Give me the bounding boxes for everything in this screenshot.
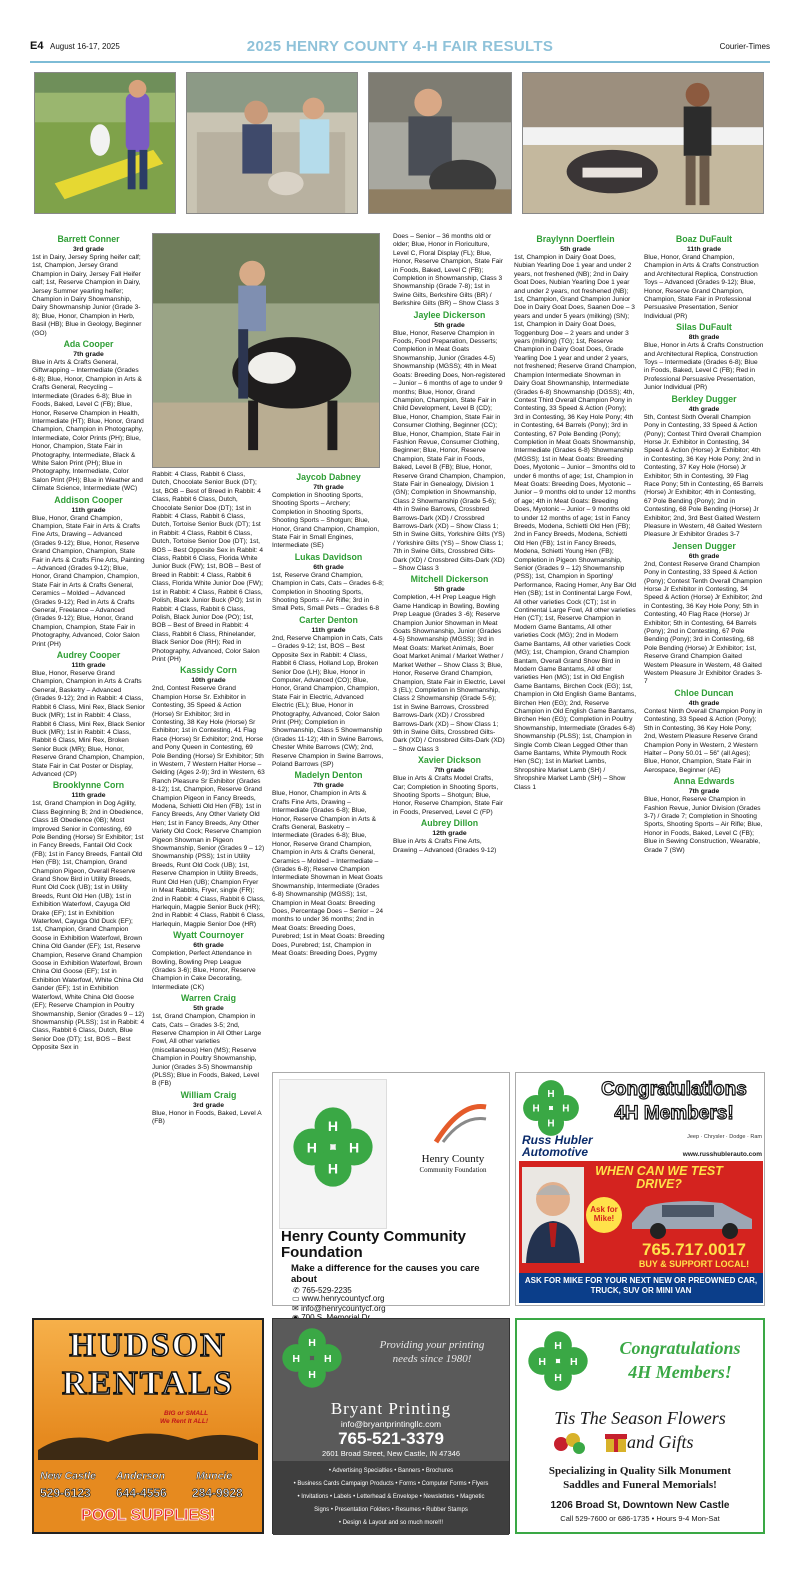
flowers-address: 1206 Broad St, Downtown New Castle (550, 1500, 730, 1511)
member-grade: 6th grade (313, 563, 344, 571)
member-results: Blue in Arts & Crafts Model Crafts, Car; Completion in Shooting Sports, Shooting Sports – Shotgun; Blue, Honor, Reserve Champion, State Fair in Foods, Preserved, Level C (FP) (393, 775, 503, 816)
flowers-special-1: Specializing in Quality Silk Monument (548, 1465, 732, 1477)
member-grade: 5th grade (434, 586, 465, 594)
foundation-phone[interactable]: 765-529-2235 (301, 1286, 352, 1295)
member-grade: 7th grade (434, 767, 465, 775)
ask-for-mike-badge: Ask for Mike! (586, 1197, 622, 1233)
member-grade: 11th grade (71, 792, 106, 800)
salesman-photo (522, 1167, 584, 1263)
member-name: Wyatt Cournoyer (173, 930, 244, 941)
member-name: Barrett Conner (57, 234, 120, 244)
hubler-brands: Jeep · Chrysler · Dodge · Ram (687, 1134, 762, 1140)
member-results: Contest Ninth Overall Champion Pony in Contesting, 33 Speed & Action (Pony); 5th in Contesting, 36 Key Hole Pony; 2nd, Western Pleasure Reserve Grand Champion Pony in Western, 2 Western Halter – Pony 50.01 – 56" (all Ages); Blue, Honor, Champion, State Fair in Aerospace, Beginner (AE) (644, 707, 763, 774)
hudson-pool-supplies: POOL SUPPLIES! (81, 1507, 215, 1524)
bryant-phone[interactable]: 765-521-3379 (338, 1429, 444, 1448)
member-grade: 6th grade (193, 942, 224, 950)
member-results: 1st, Reserve Grand Champion, Champion in Cats, Cats – Grades 6-8; Completion in Shooting Sports, Shooting Sports – Air Rifle; 3rd in Small Pets, Small Pets – Grades 6-8 (272, 571, 384, 613)
member-results: Blue in Arts & Crafts General, Giftwrapping – Intermediate (Grades 6-8); Blue, Honor, Champion in Arts & Crafts General, Recycling – Intermediate (Grades 6-8); Blue in Foods, Baked, Level C (FB); Blue, Honor, Reserve Champion in Health, Intermediate (HT); Blue, Honor, Grand Champion, Champion in Photography, Intermediate, Color Prints (PH); Blue, Honor, Champion, State Fair in Photography, Intermediate, Black & White Salon Print (PH); Blue in Photography, Intermediate, Color Salon Print (PH); Blue in Weather and Climate Science, Intermediate (WC) (32, 359, 144, 493)
svg-text:H: H (538, 1355, 546, 1368)
suv-icon (626, 1193, 758, 1239)
flowers-name-1: Tis The Season Flowers (554, 1408, 726, 1428)
member-grade: 8th grade (688, 334, 720, 342)
member-name: Ada Cooper (63, 339, 114, 350)
svg-text:H: H (327, 1160, 339, 1177)
hudson-phone-1[interactable]: 529-6123 (40, 1486, 91, 1500)
results-column-4 (393, 233, 506, 1055)
photo-dog-agility (34, 72, 176, 214)
svg-text:H: H (554, 1371, 562, 1384)
member-name: Aubrey Dillon (420, 818, 479, 829)
clover-icon (279, 1325, 345, 1391)
svg-text:H: H (562, 1103, 570, 1115)
member-name: Braylynn Doerflein (536, 234, 615, 244)
hubler-banner-2: 4H Members! (614, 1103, 734, 1124)
bryant-service-line: Signs • Presentation Folders • Resumes • Rubber Stamps (314, 1507, 468, 1513)
member-grade: 7th grade (313, 484, 344, 491)
member-results: 1st, Grand Champion, Champion in Cats, Cats – Grades 3-5; 2nd, Reserve Champion in All Other Large Fowl, All other varieties (miscellaneous) Hen (MS); Reserve Champion in Poultry Showmanship, Junior (Grades 3-5) Showmanship (PLSS); Blue in Foods, Baked, Level B (FB) (152, 1013, 262, 1088)
member-results: Blue, Honor in Arts & Crafts Construction and Architectural Replica, Construction Toys – Intermediate (Grades 6-8); Blue in Foods, Baked, Level C (FB); Red in Professional Persuasive Presentation, Junior Individual (PR) (644, 342, 764, 392)
page-number: E4 (30, 40, 44, 52)
svg-text:H: H (306, 1139, 317, 1156)
hubler-dealer-2: Automotive (522, 1145, 588, 1159)
bryant-service-line: • Business Cards Campaign Products • Forms • Computer Forms • Flyers (293, 1481, 489, 1487)
foundation-contact-line (292, 1304, 492, 1314)
member-results: Blue in Arts & Crafts Fine Arts, Drawing – Advanced (Grades 9-12) (393, 838, 497, 854)
equipment-icon (38, 1420, 258, 1460)
svg-text:H: H (308, 1337, 316, 1350)
member-results: Blue, Honor, Grand Champion, Champion, State Fair in Arts & Crafts Fine Arts, Drawing – Advanced (Grades 9-12); Blue, Honor, Reserve Grand Champion, Champion, State Fair in Arts & Crafts Fine Arts, Painting – Advanced (Grades 9-12); Blue, Honor, Grand Champion, Champion, State Fair in Arts & Crafts General, Ceramics – Molded – Advanced (Grades 9-12); Red in Arts & Crafts General, Freelance – Advanced (Grades 9-12); Blue, Honor, Grand Champion, Champion, State Fair in Photography, Advanced, Color Salon Print (PH) (32, 514, 145, 648)
member-results: Rabbit: 4 Class, Rabbit 6 Class, Dutch, Chocolate Senior Buck (DT); 1st, BOB – Best of Breed in Rabbit: 4 Class, Rabbit 6 Class, Dutch, Chocolate Senior Doe (DT); 1st in Rabbit: 4 Class, Rabbit 6 Class, Dutch, Tortoise Senior Buck (DT); 1st in Rabbit: 4 Class, Rabbit 6 Class, Dutch, Tortoise Senior Doe (DT); 1st, BOS – Best Opposite Sex in Rabbit: 4 Class, Rabbit 6 Class, Florida White Junior Buck (FW); 1st, BOB – Best of Breed in Rabbit: 4 Class, Rabbit 6 Class, Florida White Junior Doe (FW); 1st in Rabbit: 4 Class, Rabbit 6 Class, Polish, Black Junior Buck (PO); 1st in Rabbit: 4 Class, Rabbit 6 Class, Polish, Black Junior Doe (PO); 1st, BOB – Best of Breed in Rabbit: 4 Class, Rabbit 6 Class, Rhinelander, Black Senior Doe (RH); Red in Photography, Advanced, Color Salon Print (PH) (152, 471, 264, 663)
hudson-title-1: HUDSON (69, 1327, 227, 1364)
member-results: 1st, Champion in Dairy Goat Does, Nubian Yearling Doe 1 year and under 2 years, not freshened (NB); 2nd in Dairy Goat Does, Nubian Yearling Doe 1 year and under 2 years, not freshened (NB); 1st, Champion, Grand Champion Junior Doe in Dairy Goat Does, Saanen Doe – 3 years and under 5 years (milking) (SN); 1st, Champion in Dairy Goat Does, Toggenburg Doe – 2 years and under 3 years (milking) (TG); 1st, Reserve Champion in Dairy Goat Does, Grade Yearling Doe 1 year and under 2 years, not freshened; Reserve Grand Champion, Champion Intermediate Showman in Dairy Goat Showmanship, Intermediate (Grades 6-8) Showmanship (DGSS); 4th, Contest Third Overall Champion Pony in Contesting, 33 Speed & Action (Pony); 3rd in Contesting, 36 Key Hole Pony; 4th in Contesting, 64 Barrels (Pony); 3rd in Contesting, 67 Pole Bending (Pony); Completion in Meat Goats Showmanship, Intermediate (Grades 6-8) Showmanship (MGSS); 1st in Meat Goats: Breeding Does, Myotonic – Junior – 3months old to under 6 months of age; 1st, Champion in Meat Goats: Breeding Does, Myotonic – Junior – 9 months old to under 12 months of age; 4th in Meat Goats: Breeding Does, Myotonic – Junior – 9 months old to under 12 months of age; 1st in Fancy Breeds, Modena, Schietti Old Hen (FB); 2nd in Fancy Breeds, Modena, Schietti Old Hen (FB); 1st in Fancy Breeds, Modena, Schietti Young Hen (FB); Completion in Pigeon Showmanship, Senior (Grades 9 – 12) Showmanship (PSS); 1st, Champion in Sporting/ Performance, Racing Homer, Any Bar Old Hen (SB); 1st in Continental Large Fowl, All other varieties Cock (CT); 1st in Continental Large Fowl, All other varieties Hen (CT); 1st, Reserve Champion in Modern Game Bantams, All other varieties Cock (MG); 2nd in Modern Game Bantams, All other varieties Cock (MG); 1st, Champion, Grand Champion Bantam, Overall Grand Show Bird in Modern Game Bantams, All other varieties Hen (MG); 1st in Old English Game Bantams, Birchen Cock (EG); 1st, Champion in Old English Game Bantams, Birchen Hen (EG); 2nd, Reserve Champion in Old English Game Bantams, Birchen Hen (EG); Completion in Poultry Showmanship, Intermediate (Grades 6-8) Showmanship (PLSS); 1st, Champion in Single Comb Clean Legged Other than Game Bantams, White Plymouth Rock Hen (SC); 1st in Market Lambs, Shropshire Market Lamb (SH) / Shropshire Market Lamb (SH) – Show Class 1 (514, 254, 637, 791)
member-grade: 12th grade (432, 830, 467, 838)
member-name: Anna Edwards (673, 776, 735, 787)
hubler-headline: WHEN CAN WE TEST DRIVE? (595, 1164, 723, 1191)
svg-text:H: H (308, 1368, 316, 1381)
hubler-phone[interactable]: 765.717.0017 (642, 1240, 746, 1259)
svg-text:H: H (547, 1118, 555, 1130)
hubler-buy-local: BUY & SUPPORT LOCAL! (638, 1259, 750, 1269)
hubler-footer: ASK FOR MIKE FOR YOUR NEXT NEW OR PREOWNED CAR, TRUCK, SUV OR MINI VAN (524, 1276, 758, 1295)
ad-season-flowers (515, 1318, 765, 1534)
member-results: 2nd, Reserve Champion in Cats, Cats – Grades 9-12; 1st, BOS – Best Opposite Sex in Rabbit: 4 Class, Rabbit 6 Class, Holland Lop, Broken Senior Doe (LH); Blue, Honor in Computer, Advanced (CO); Blue, Honor, Grand Champion, Champion, State Fair in Electric, Advanced Electric (EL); Blue, Honor in Photography, Advanced, Color Salon Print (PH); Completion in Showmanship, Class 5 Showmanship (Grades 11-12); 4th in Swine Barrows, Chester White Barrows (CW); 2nd, Reserve Champion in Swine Barrows, Poland Barrows (SP) (272, 634, 384, 768)
issue-date: August 16-17, 2025 (50, 42, 120, 51)
member-grade: 7th grade (313, 782, 344, 790)
flower-icon (551, 1430, 587, 1456)
member-results: Blue, Honor, Reserve Grand Champion, Champion in Arts & Crafts General, Basketry – Advanced (Grades 9-12); 2nd in Rabbit: 4 Class, Rabbit 6 Class, Mini Rex, Black Senior Buck (MR); 1st in Rabbit: 4 Class, Rabbit 6 Class, Mini Rex, Black Senior Buck (MR); 1st in Rabbit: 4 Class, Rabbit 6 Class, Mini Rex, Broken Senior Buck (MR); Blue, Honor, Reserve Grand Champion, Champion, State Fair in Cat Poster or Display, Advanced (CP) (32, 670, 145, 778)
foundation-contact-line (292, 1294, 492, 1304)
svg-text:H: H (570, 1355, 578, 1368)
bryant-service-line: • Advertising Specialties • Banners • Brochures (328, 1468, 454, 1474)
member-grade: 11th grade (71, 662, 106, 670)
hudson-city-2: Anderson (116, 1470, 166, 1482)
member-name: Jensen Dugger (672, 540, 736, 551)
member-grade: 3rd grade (73, 246, 104, 253)
ad-bryant-printing (272, 1318, 510, 1534)
foundation-logo-icon (431, 1097, 491, 1147)
clover-icon (289, 1103, 377, 1191)
foundation-tagline: Make a difference for the causes you care about (291, 1263, 480, 1285)
hudson-city-1: New Castle (40, 1470, 97, 1482)
clover-icon (525, 1328, 591, 1394)
hudson-city-3: Muncie (196, 1470, 233, 1482)
member-results: Blue, Honor, Grand Champion, Champion in Arts & Crafts Construction and Architectural Replica, Construction Toys – Advanced (Grades 9-12); Blue, Honor, Reserve Grand Champion, Champion, State Fair in Professional Persuasive Presentation, Senior Individual (PR) (644, 254, 759, 320)
member-name: Lukas Davidson (294, 551, 363, 562)
svg-text:H: H (349, 1139, 360, 1156)
member-grade: 5th grade (193, 1005, 224, 1013)
flowers-banner-2: 4H Members! (628, 1362, 732, 1382)
flowers-special-2: Saddles and Funeral Memorials! (563, 1479, 717, 1491)
bryant-name: Bryant Printing (330, 1399, 452, 1418)
member-name: William Craig (180, 1089, 237, 1100)
svg-text:H: H (554, 1340, 562, 1353)
member-results: Completion in Shooting Sports, Shooting Sports – Archery; Completion in Shooting Sports, Shooting Sports – Shotgun; Blue, Honor, Grand Champion, Champion, State Fair in Small Engines, Intermediate (SE) (272, 492, 380, 550)
member-results: Blue, Honor in Foods, Baked, Level A (FB) (152, 1109, 262, 1126)
svg-text:H: H (327, 1118, 339, 1135)
member-results: Blue, Honor, Reserve Champion in Foods, Food Preparation, Desserts; Completion in Meat Goats Showmanship, Junior (Grades 4-5) Showmanship (MGSS); 4th in Meat Goats: Breeding Does, Non-registered – Junior – 6 months of age to under 9 months; Blue, Honor, Grand Champion, Champion, State Fair in Child Development, Level B (CD); Blue, Honor, Champion, State Fair in Consumer Clothing, Beginner (CC); Blue, Honor, Champion, State Fair in Fashion Revue, Consumer Clothing, Beginner; Blue, Honor, Reserve Champion, State Fair in Foods, Baked, Level B (FB); Blue, Honor, Reserve Grand Champion, Champion, State Fair in Genealogy, Division 1 (GN); Completion in Showmanship, Class 2 Showmanship (Grade 5-6); 4th in Swine Barrows, Crossbred Barrows-Dark (XD) / Crossbred Barrows-Dark (XD) – Show Class 1; 5th in Swine Gilts, Yorkshire Gilts (YS) / Yorkshire Gilts (YS) – Show Class 1; 7th in Swine Gilts, Crossbred Gilts-Dark (XD) / Crossbred Gilts-Dark (XD) – Show Class 3 (393, 329, 506, 573)
foundation-title: Henry County Community Foundation (281, 1228, 467, 1261)
member-results: 5th, Contest Sixth Overall Champion Pony in Contesting, 33 Speed & Action (Pony); Contest Third Overall Champion Horse Jr. Exhibitor in Contesting, 34 Speed & Action (Horse) Jr Exhibitor; 4th in Contesting, 36 Key Hole Pony; 2nd in Contesting, 37 Key Hole (Horse) Jr Exhibitor; 5th in Contesting, 39 Flag Race Pony; 5th in Contesting, 65 Barrels (Horse) Jr Exhibitor; 4th in Contesting, 67 Pole Bending (Pony); 2nd in Contesting, 68 Pole Bending (Horse) Jr Exhibitor; 2nd, 3rd Best Gaited Western Pleasure in Western, 48 Gaited Western Pleasure Jr Exhibitor Grades 3-7 (644, 413, 764, 539)
member-name: Audrey Cooper (56, 650, 121, 661)
member-name: Berkley Dugger (671, 393, 737, 404)
hubler-web[interactable]: www.russhublerauto.com (682, 1151, 762, 1158)
member-results: 2nd, Contest Reserve Grand Champion Pony in Contesting, 33 Speed & Action (Pony); Contest Tenth Overall Champion Horse Jr Exhibitor in Contesting, 34 Speed & Action (Horse) Jr Exhibitor; 2nd in Contesting, 36 Key Hole Pony; 5th in Contesting, 40 Flag Race (Horse) Jr Exhibitor; 5th in Contesting, 64 Barrels (Pony); 2nd in Contesting, 67 Pole Bending (Pony); 3rd in Contesting, 68 Pole Bending (Horse) Jr Exhibitor; 1st, Reserve Grand Champion Gaited Western Pleasure in Western, 48 Gaited Western Pleasure Jr Exhibitor Grades 3-7 (644, 560, 763, 686)
bryant-script-1: Providing your printing (379, 1339, 485, 1351)
member-results: Blue, Honor, Champion in Arts & Crafts Fine Arts, Drawing – Intermediate (Grades 6-8); Blue, Honor, Reserve Champion in Arts & Crafts General, Basketry – Intermediate (Grades 6-8); Blue, Honor, Reserve Grand Champion, Champion in Arts & Crafts General, Ceramics – Molded – Intermediate – (Grades 6-8); Reserve Champion Intermediate Showman in Meat Goats Showmanship, Intermediate (Grades 6-8) Showmanship (MGSS); 1st, Champion in Meat Goats: Breeding Does, Percentage Does – Senior – 24 months to under 36 months; 2nd in Meat Goats: Breeding Does, Purebred; 1st in Meat Goats: Breeding Does, Purebred; 1st, Champion in Meat Goats: Breeding Does, Pygmy (272, 790, 385, 958)
gift-icon (603, 1428, 629, 1454)
hudson-title-2: RENTALS (61, 1365, 235, 1402)
bryant-email[interactable]: info@bryantprintingllc.com (340, 1419, 442, 1429)
member-name: Boaz DuFault (675, 234, 733, 244)
foundation-email[interactable]: info@henrycountycf.org (300, 1303, 386, 1313)
member-name: Chloe Duncan (674, 687, 734, 698)
member-grade: 11th grade (687, 246, 721, 253)
flowers-name-2: and Gifts (627, 1432, 694, 1452)
web-icon: ▭ (292, 1294, 302, 1303)
flowers-banner-1: Congratulations (619, 1338, 741, 1358)
photo-pig-show-ring (522, 72, 764, 214)
ad-community-foundation (272, 1072, 510, 1306)
clover-icon (520, 1077, 582, 1139)
member-grade: 11th grade (311, 626, 346, 634)
results-column-2 (152, 471, 265, 1126)
results-column-3 (272, 471, 385, 1055)
member-grade: 7th grade (688, 788, 720, 796)
hudson-phone-3[interactable]: 284-9928 (192, 1486, 243, 1500)
member-grade: 4th grade (688, 405, 720, 413)
photo-dairy-calf (152, 233, 380, 468)
member-name: Brooklynne Corn (52, 780, 125, 791)
member-grade: 5th grade (560, 246, 591, 253)
flowers-call: Call 529-7600 or 686-1735 • Hours 9-4 Mon-Sat (560, 1514, 720, 1523)
svg-text:H: H (532, 1103, 540, 1115)
bryant-services (273, 1465, 509, 1530)
member-results: Completion, Perfect Attendance in Bowling, Bowling Prep League (Grades 3-6); Blue, Honor, Reserve Champion in Cake Decorating, Intermediate (CK) (152, 950, 256, 991)
member-name: Xavier Dickson (417, 755, 482, 766)
header-rule (30, 61, 770, 63)
hubler-dealer-1: Russ Hubler (522, 1133, 593, 1147)
results-column-1 (32, 233, 145, 1055)
foundation-web[interactable]: www.henrycountycf.org (301, 1294, 385, 1303)
ad-hudson-rentals (32, 1318, 264, 1534)
member-name: Warren Craig (181, 993, 236, 1004)
member-results: 1st, Grand Champion in Dog Agility, Class Beginning B; 2nd in Obedience, Class 1B Obedience (0B); Most Improved Senior in Contesting, 69 Pole Bending (Horse) Sr Exhibitor; 1st in Fancy Breeds, Fantail Old Cock (FB); 1st in Fancy Breeds, Fantail Old Hen (FB); 1st, Champion, Grand Champion Pigeon, Overall Reserve Grand Show Bird in Utility Breeds, Runt Old Cock (UB); 1st in Utility Breeds, Runt Old Hen (UB); 1st in Exhibition Waterfowl, Cayuga Old Drake (EF); 1st in Exhibition Waterfowl, Cayuga Old Duck (EF); 1st, Champion, Grand Champion Goose in Exhibition Waterfowl, Brown China Old Gander (EF); 1st, Reserve Champion, Reserve Grand Champion Goose in Exhibition Waterfowl, Brown China Old Goose (EF); 1st in Exhibition Waterfowl, White China Old Gander (EF); 1st in Exhibition Waterfowl, White China Old Goose (EF); Reserve Champion in Poultry Showmanship, Senior (Grades 9 – 12) Showmanship (PLSS); 1st in Rabbit: 4 Class, Rabbit 6 Class, Dutch, Blue Senior Doe (DT); 1st, BOS – Best Opposite Sex in (32, 800, 145, 1052)
foundation-logo-name: Henry County (421, 1153, 485, 1165)
member-grade: 11th grade (71, 506, 106, 514)
photo-rabbit-judging (186, 72, 358, 214)
member-name: Silas DuFault (676, 322, 732, 333)
bryant-script-2: needs since 1980! (392, 1353, 472, 1365)
photo-hog-showmanship (368, 72, 512, 214)
member-grade: 7th grade (73, 351, 104, 359)
member-grade: 5th grade (434, 321, 465, 329)
member-name: Mitchell Dickerson (410, 574, 489, 585)
member-name: Kassidy Corn (180, 665, 237, 676)
bryant-service-line: • Design & Layout and so much more!!! (338, 1520, 444, 1526)
member-results: Blue, Honor, Reserve Champion in Fashion Revue, Junior Division (Grades 3-7) / Grade 7; Completion in Shooting Sports, Shooting Sports – Air Rifle; Blue, Honor in Foods, Baked, Level C (FB); Blue in Sewing Construction, Wearable, Grade 7 (SW) (644, 796, 763, 854)
hudson-slogan-2: We Rent It ALL! (160, 1418, 209, 1425)
member-name: Madelyn Denton (294, 770, 363, 781)
member-grade: 3rd grade (193, 1101, 224, 1109)
member-grade: 10th grade (191, 677, 226, 685)
member-results: Does – Senior – 36 months old or older; Blue, Honor in Floriculture, Level C, Floral Display (FL); Blue, Honor, Reserve Champion, State Fair in Foods, Baked, Level C (FB); Completion in Showmanship, Class 3 Showmanship (Grade 7-8); 1st in Swine Gilts, Berkshire Gilts (BR) / Berkshire Gilts (BR) – Show Class 3 (393, 233, 503, 308)
svg-text:H: H (324, 1352, 332, 1365)
member-name: Carter Denton (299, 614, 358, 625)
ad-russ-hubler (515, 1072, 765, 1306)
bryant-service-line: • Invitations • Labels • Letterhead & Envelope • Newsletters • Magnetic (297, 1494, 485, 1500)
member-grade: 6th grade (688, 552, 720, 560)
foundation-logo-sub: Community Foundation (419, 1166, 487, 1174)
member-results: 1st in Dairy, Jersey Spring heifer calf; 1st, Champion, Jersey Grand Champion in Dairy, Jersey Fall Heifer calf; 1st, Reserve Champion in Dairy, Jersey Summer yearling heifer; Champion in Dairy Showmanship, Dairy Showmanship Junior (Grade 3-8); Blue, Honor, Champion in Herb, Basil (HB); Blue in Geology, Beginner (GO) (32, 254, 142, 337)
page-header (30, 38, 770, 58)
hubler-banner-1: Congratulations (601, 1079, 747, 1100)
newspaper-name: Courier-Times (719, 42, 770, 51)
hudson-slogan-1: BIG or SMALL (164, 1410, 209, 1417)
member-grade: 4th grade (688, 699, 720, 707)
member-name: Jaycob Dabney (296, 472, 361, 482)
member-results: 2nd, Contest Reserve Grand Champion Horse Sr. Exhibitor in Contesting, 35 Speed & Action (Horse) Sr Exhibitor; 3rd in Contesting, 38 Key Hole (Horse) Sr Exhibitor; 1st in Contesting, 41 Flag Race (Horse) Sr Exhibitor; 2nd, Horse and Pony Queen in Contesting, 69 Pole Bending (Horse) Sr Exhibitor; 5th in Western, 7 Western Halter Horse – Gelding (Ages 2-9); 3rd in Western, 63 Ranch Pleasure Sr Exhibitor (Grades 8-12); 1st, Champion, Reserve Grand Champion Pigeon in Fancy Breeds, Modena, Schietti Old Hen (FB); 1st in Fancy Breeds, Any Other Variety Old Hen; 1st in Fancy Breeds, Any Other Variety Old Cock; Reserve Champion Pigeon Showman in Pigeon Showmanship, Senior (Grades 9 – 12) Showmanship (PSS); 1st in Utility Breeds, Runt Old Cock (UB); 1st, Reserve Champion in Utility Breeds, Runt Old Hen (UB); Champion Fryer in Meat Rabbits, Fryer, single (FR); 2nd in Rabbit: 4 Class, Rabbit 6 Class, Harlequin, Magpie Senior Buck (HR); 2nd in Rabbit: 4 Class, Rabbit 6 Class, Harlequin, Magpie Senior Doe (HR) (152, 685, 265, 928)
results-column-5 (514, 233, 637, 1055)
results-column-6 (644, 233, 764, 1055)
member-name: Addison Cooper (54, 494, 123, 505)
member-results: Completion, 4-H Prep League High Game Handicap in Bowling, Bowling Prep League (Grades 3 -6); Reserve Champion Junior Showman in Meat Goats Showmanship, Junior (Grades 4-5) Showmanship (MGSS); 3rd in Meat Goats: Market Animals, Boer Goat Market Animal / Market Wether / Market Wether – Show Class 3; Blue, Honor, Reserve Grand Champion, Champion, State Fair in Electric, Level 3 (EL); Completion in Showmanship, Class 2 Showmanship (Grade 5-6); 1st in Swine Barrows, Crossbred Barrows-Dark (XD) / Crossbred Barrows-Dark (XD) – Show Class 1; 9th in Swine Gilts, Crossbred Gilts-Dark (XD) / Crossbred Gilts-Dark (XD) – Show Class 3 (393, 594, 506, 753)
svg-text:H: H (292, 1352, 300, 1365)
email-icon: ✉ (292, 1303, 301, 1313)
member-name: Jaylee Dickerson (413, 309, 486, 320)
hudson-phone-2[interactable]: 644-4556 (116, 1486, 167, 1500)
phone-icon: ✆ (293, 1286, 302, 1295)
svg-text:H: H (547, 1088, 555, 1100)
bryant-address: 2601 Broad Street, New Castle, IN 47346 (322, 1449, 460, 1458)
section-title: 2025 HENRY COUNTY 4-H FAIR RESULTS (246, 38, 554, 55)
